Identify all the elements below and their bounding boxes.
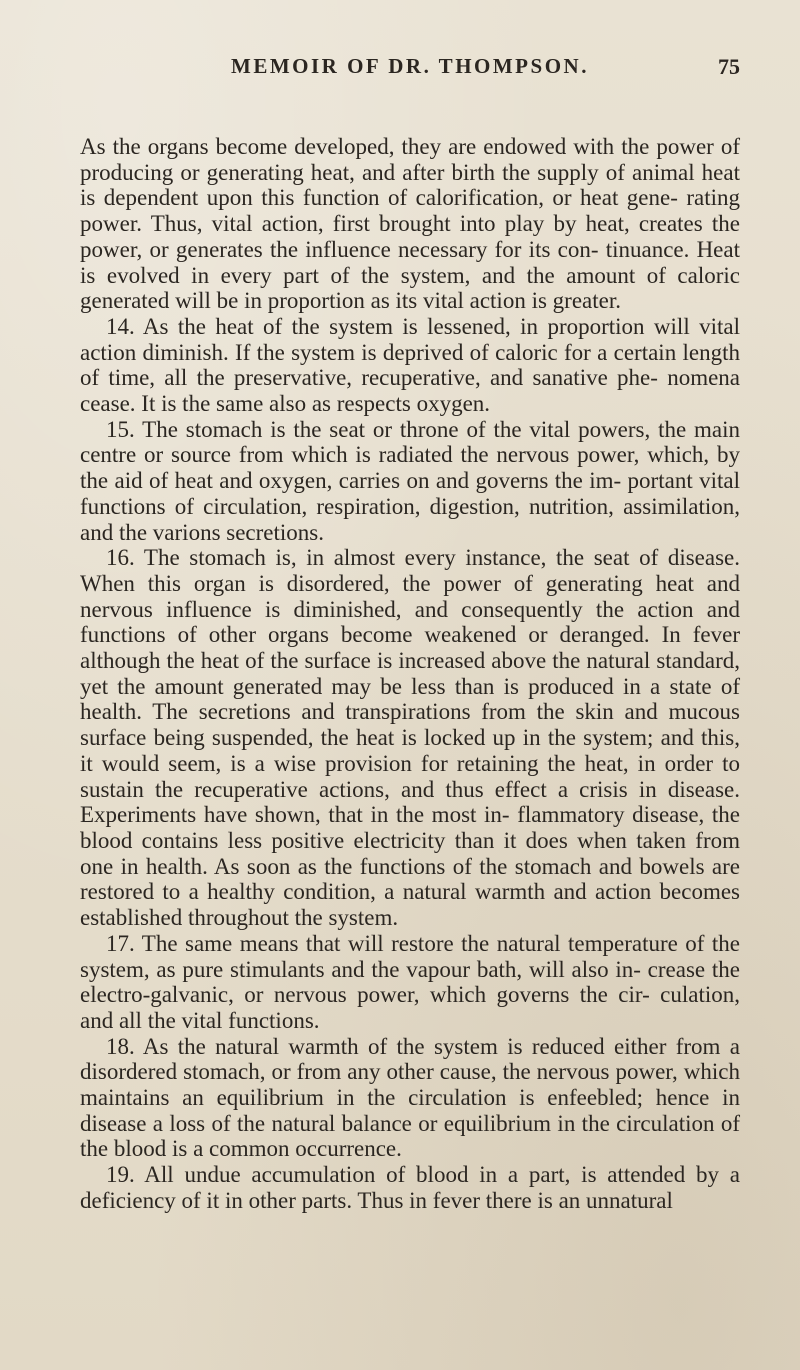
page-number: 75 [718, 54, 740, 79]
paragraph-17: 17. The same means that will restore the natural temperature of the system, as pure stimulants and the vapour bath, will also in- crease the electro-galvanic, or nervous power, which governs the cir- culation, and all the vital functions. [80, 930, 740, 1033]
paragraph-16: 16. The stomach is, in almost every instance, the seat of disease. When this organ is disordered, the power of generating heat and nervous influence is diminished, and consequently the action and functions of other organs become weakened or deranged. In fever although the heat of the surface is increased above the natural standard, yet the amount generated may be less than is produced in a state of health. The secretions and transpirations from the skin and mucous surface being suspended, the heat is locked up in the system; and this, it would seem, is a wise provision for retaining the heat, in order to sustain the recuperative actions, and thus effect a crisis in disease. Experiments have shown, that in the most in- flammatory disease, the blood contains less positive electricity than it does when taken from one in health. As soon as the functions of the stomach and bowels are restored to a healthy condition, a natural warmth and action becomes established throughout the system. [80, 545, 740, 931]
paragraph-intro: As the organs become developed, they are endowed with the power of producing or generating heat, and after birth the supply of animal heat is dependent upon this function of calorification, or heat gene- rating power. Thus, vital action, first brought into play by heat, creates the power, or generates the influence necessary for its con- tinuance. Heat is evolved in every part of the system, and the amount of caloric generated will be in proportion as its vital action is greater. [80, 134, 740, 314]
paragraph-19: 19. All undue accumulation of blood in a part, is attended by a deficiency of it in other parts. Thus in fever there is an unnatural [80, 1162, 740, 1213]
paragraph-18: 18. As the natural warmth of the system is reduced either from a disordered stomach, or from any other cause, the nervous power, which maintains an equilibrium in the circulation is enfeebled; hence in disease a loss of the natural balance or equilibrium in the circulation of the blood is a common occurrence. [80, 1033, 740, 1162]
paragraph-14: 14. As the heat of the system is lessened, in proportion will vital action diminish. If the system is deprived of caloric for a certain length of time, all the preservative, recuperative, and sanative phe- nomena cease. It is the same also as respects oxygen. [80, 313, 740, 417]
header-title: MEMOIR OF DR. THOMPSON. [231, 54, 589, 78]
running-head [80, 54, 740, 88]
paragraph-15: 15. The stomach is the seat or throne of the vital powers, the main centre or source from which is radiated the nervous power, which, by the aid of heat and oxygen, carries on and governs the im- portant vital functions of circulation, respiration, digestion, nutrition, assimilation, and the varions secretions. [80, 416, 740, 545]
body-text [80, 134, 740, 1214]
